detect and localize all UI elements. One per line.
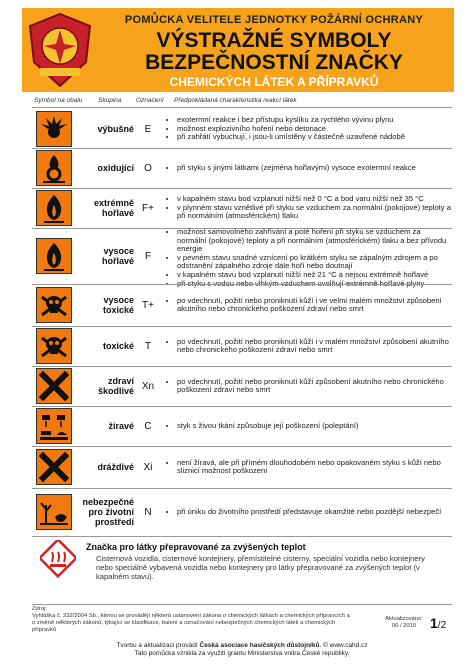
footer: [32, 606, 452, 640]
row-category: toxické: [102, 341, 134, 351]
source-note: [32, 606, 352, 634]
table-row: [32, 228, 452, 284]
col-group: Skupina: [98, 97, 122, 104]
row-category: oxidující: [97, 163, 134, 173]
table-row: [32, 326, 452, 366]
row-code: F: [144, 250, 152, 262]
transport-title: Značka pro látky přepravované za zvýšených teplot: [86, 542, 306, 552]
corrosion-icon: [36, 408, 72, 444]
row-code: T+: [142, 299, 154, 311]
row-category: vysoce hořlavé: [101, 246, 134, 266]
row-code: F+: [142, 202, 154, 214]
row-category: zdraví škodlivé: [97, 376, 134, 396]
row-category: žíravé: [108, 421, 134, 431]
footer-divider: [32, 604, 452, 605]
grant-note: Tato pomůcka vznikla za využití grantu Ministerstva vnitra České republiky.: [134, 650, 350, 657]
description-bullet: • po vdechnutí, požití nebo proniknutí kůží i v malém množství způsobení akutního nebo chronického poškození zdraví nebo smrt: [177, 338, 452, 355]
description-bullet: • není žíravá, ale při přímém dlouhodobém nebo opakovaném styku s kůží nebo sliznicí možnost poškození: [177, 459, 452, 476]
col-code: Označení: [136, 97, 164, 104]
row-category: extrémně hořlavé: [93, 198, 134, 218]
description-bullet: • v kapalném stavu bod vzplanutí nižší než 0 °C a bod varu nižší než 35 °C: [177, 195, 452, 204]
updated-value: 06 / 2010: [391, 623, 417, 629]
page-current: 1: [430, 615, 438, 631]
row-code: E: [144, 123, 152, 135]
row-category: vysoce toxické: [102, 295, 134, 315]
table-row: [32, 406, 452, 446]
row-description: [168, 195, 452, 221]
row-category: dráždivé: [97, 462, 134, 472]
page-total: /2: [437, 620, 447, 631]
dead-tree-icon: [36, 494, 72, 530]
description-bullet: • při úniku do životního prostředí představuje okamžité nebo pozdější nebezpečí: [177, 508, 452, 517]
table-row: [32, 488, 452, 536]
header-top-line: POMŮCKA VELITELE JEDNOTKY POŽÁRNÍ OCHRANY: [124, 14, 424, 26]
row-description: [168, 459, 452, 476]
transport-text: Cisternová vozidla, cisternové kontejnery, přemístitelné cisterny, speciální vozidla nebo kontejnery nebo speciálně vybavená vozidla nebo kontejnery pro látky přepravované za zvýšených teplot (v kapalném stavu).: [96, 554, 425, 581]
title-line-2: BEZPEČNOSTNÍ ZNAČKY: [145, 51, 403, 74]
credit-pre: Tvorbu a aktualizaci provádí: [116, 642, 200, 649]
row-code: Xi: [143, 461, 153, 473]
header-divider: [32, 107, 452, 108]
header-banner: [22, 8, 454, 92]
flame-over-circle-icon: [36, 150, 72, 186]
description-bullet: • v plynném stavu vznětlivé při styku se vzduchem za normální (pokojové) teploty a při normálním (atmosférickém) tlaku: [177, 204, 452, 221]
description-bullet: • po vdechnutí, požití nebo proniknutí kůží způsobení akutního nebo chronického poškození zdraví nebo smrt: [177, 378, 452, 395]
description-bullet: • po vdechnutí, požití nebo proniknutí kůží i ve velmi malém množství způsobení akutního nebo chronického poškození zdraví nebo smrt: [177, 297, 452, 314]
row-code: Xn: [141, 380, 155, 392]
updated-label: Aktualizováno:: [385, 616, 423, 622]
row-description: [168, 297, 452, 314]
table-row: [32, 446, 452, 488]
transport-section: [32, 540, 452, 602]
table-row: [32, 284, 452, 326]
flame-icon: [36, 190, 72, 226]
description-bullet: • exotermní reakce i bez přístupu kyslíku za rychlého vývinu plynu: [177, 116, 452, 125]
table-row: [32, 188, 452, 228]
row-description: [168, 378, 452, 395]
page-title: [104, 30, 444, 74]
column-headers: [32, 97, 452, 107]
description-bullet: • při styku s jinými látkami (zejména hořlavými) vysoce exotermní reakce: [177, 164, 452, 173]
row-code: T: [144, 340, 152, 352]
description-bullet: • při zahřátí vybuchují, i jsou-li umístěny v částečně uzavřené nádobě: [177, 133, 452, 142]
bottom-credits: [32, 642, 452, 658]
page-number: [430, 615, 447, 631]
col-description: Předpokládaná charakteristika reakcí látek: [174, 97, 297, 104]
row-description: [168, 164, 452, 173]
row-description: [168, 422, 452, 431]
explosion-icon: [36, 111, 72, 147]
col-symbol: Symbol na obalu: [34, 97, 83, 104]
table-row: [32, 110, 452, 148]
row-code: C: [144, 420, 152, 432]
row-code: N: [144, 506, 152, 518]
row-divider: [32, 536, 452, 537]
x-cross-icon: [36, 449, 72, 485]
table-row: [32, 366, 452, 406]
skull-icon: [36, 328, 72, 364]
update-info: [376, 616, 432, 630]
row-description: [168, 508, 452, 517]
description-bullet: • možnost samovolného zahřívání a poté hoření při styku se vzduchem za normální (pokojové) teploty a při normálním (atmosférickém) tlaku a bez přívodu energie: [177, 228, 452, 254]
row-category: nebezpečné pro životní prostředí: [82, 497, 134, 527]
source-label: Zdroj:: [32, 606, 47, 612]
row-category: výbušné: [97, 124, 134, 134]
row-code: O: [144, 162, 152, 174]
title-line-1: VÝSTRAŽNÉ SYMBOLY: [156, 29, 392, 52]
description-bullet: • v pevném stavu snadné vznícení po krátkém styku se zápalným zdrojem a po odstranění zápalného zdroje dále hoří nebo doutnají: [177, 254, 452, 271]
description-bullet: • v kapalném stavu bod vzplanutí nižší než 21 °C a nejsou extrémně hořlavé: [177, 271, 452, 280]
credit-org: Česká asociace hasičských důstojníků: [199, 642, 320, 649]
skull-icon: [36, 287, 72, 323]
credit-post: . © www.cahd.cz: [319, 642, 368, 649]
page-subtitle: CHEMICKÝCH LÁTEK A PŘÍPRAVKŮ: [169, 75, 379, 89]
row-description: [168, 116, 452, 142]
row-description: [168, 338, 452, 355]
x-cross-icon: [36, 368, 72, 404]
hot-transport-icon: [40, 540, 76, 580]
association-logo-icon: [28, 12, 92, 88]
source-text: Vyhláška č. 232/2004 Sb., kterou se provádějí některá ustanovení zákona o chemických látkách a chemických přípravcích a o změně některých zákonů, týkající se klasifikace, balení a označování nebezpečných chemických látek a chemických přípravků: [32, 613, 350, 633]
flame-icon: [36, 238, 72, 274]
table-row: [32, 148, 452, 188]
description-bullet: • možnost explozivního hoření nebo detonace: [177, 125, 452, 134]
row-description: [168, 228, 452, 288]
description-bullet: • styk s živou tkání způsobuje její poškození (poleptání): [177, 422, 452, 431]
